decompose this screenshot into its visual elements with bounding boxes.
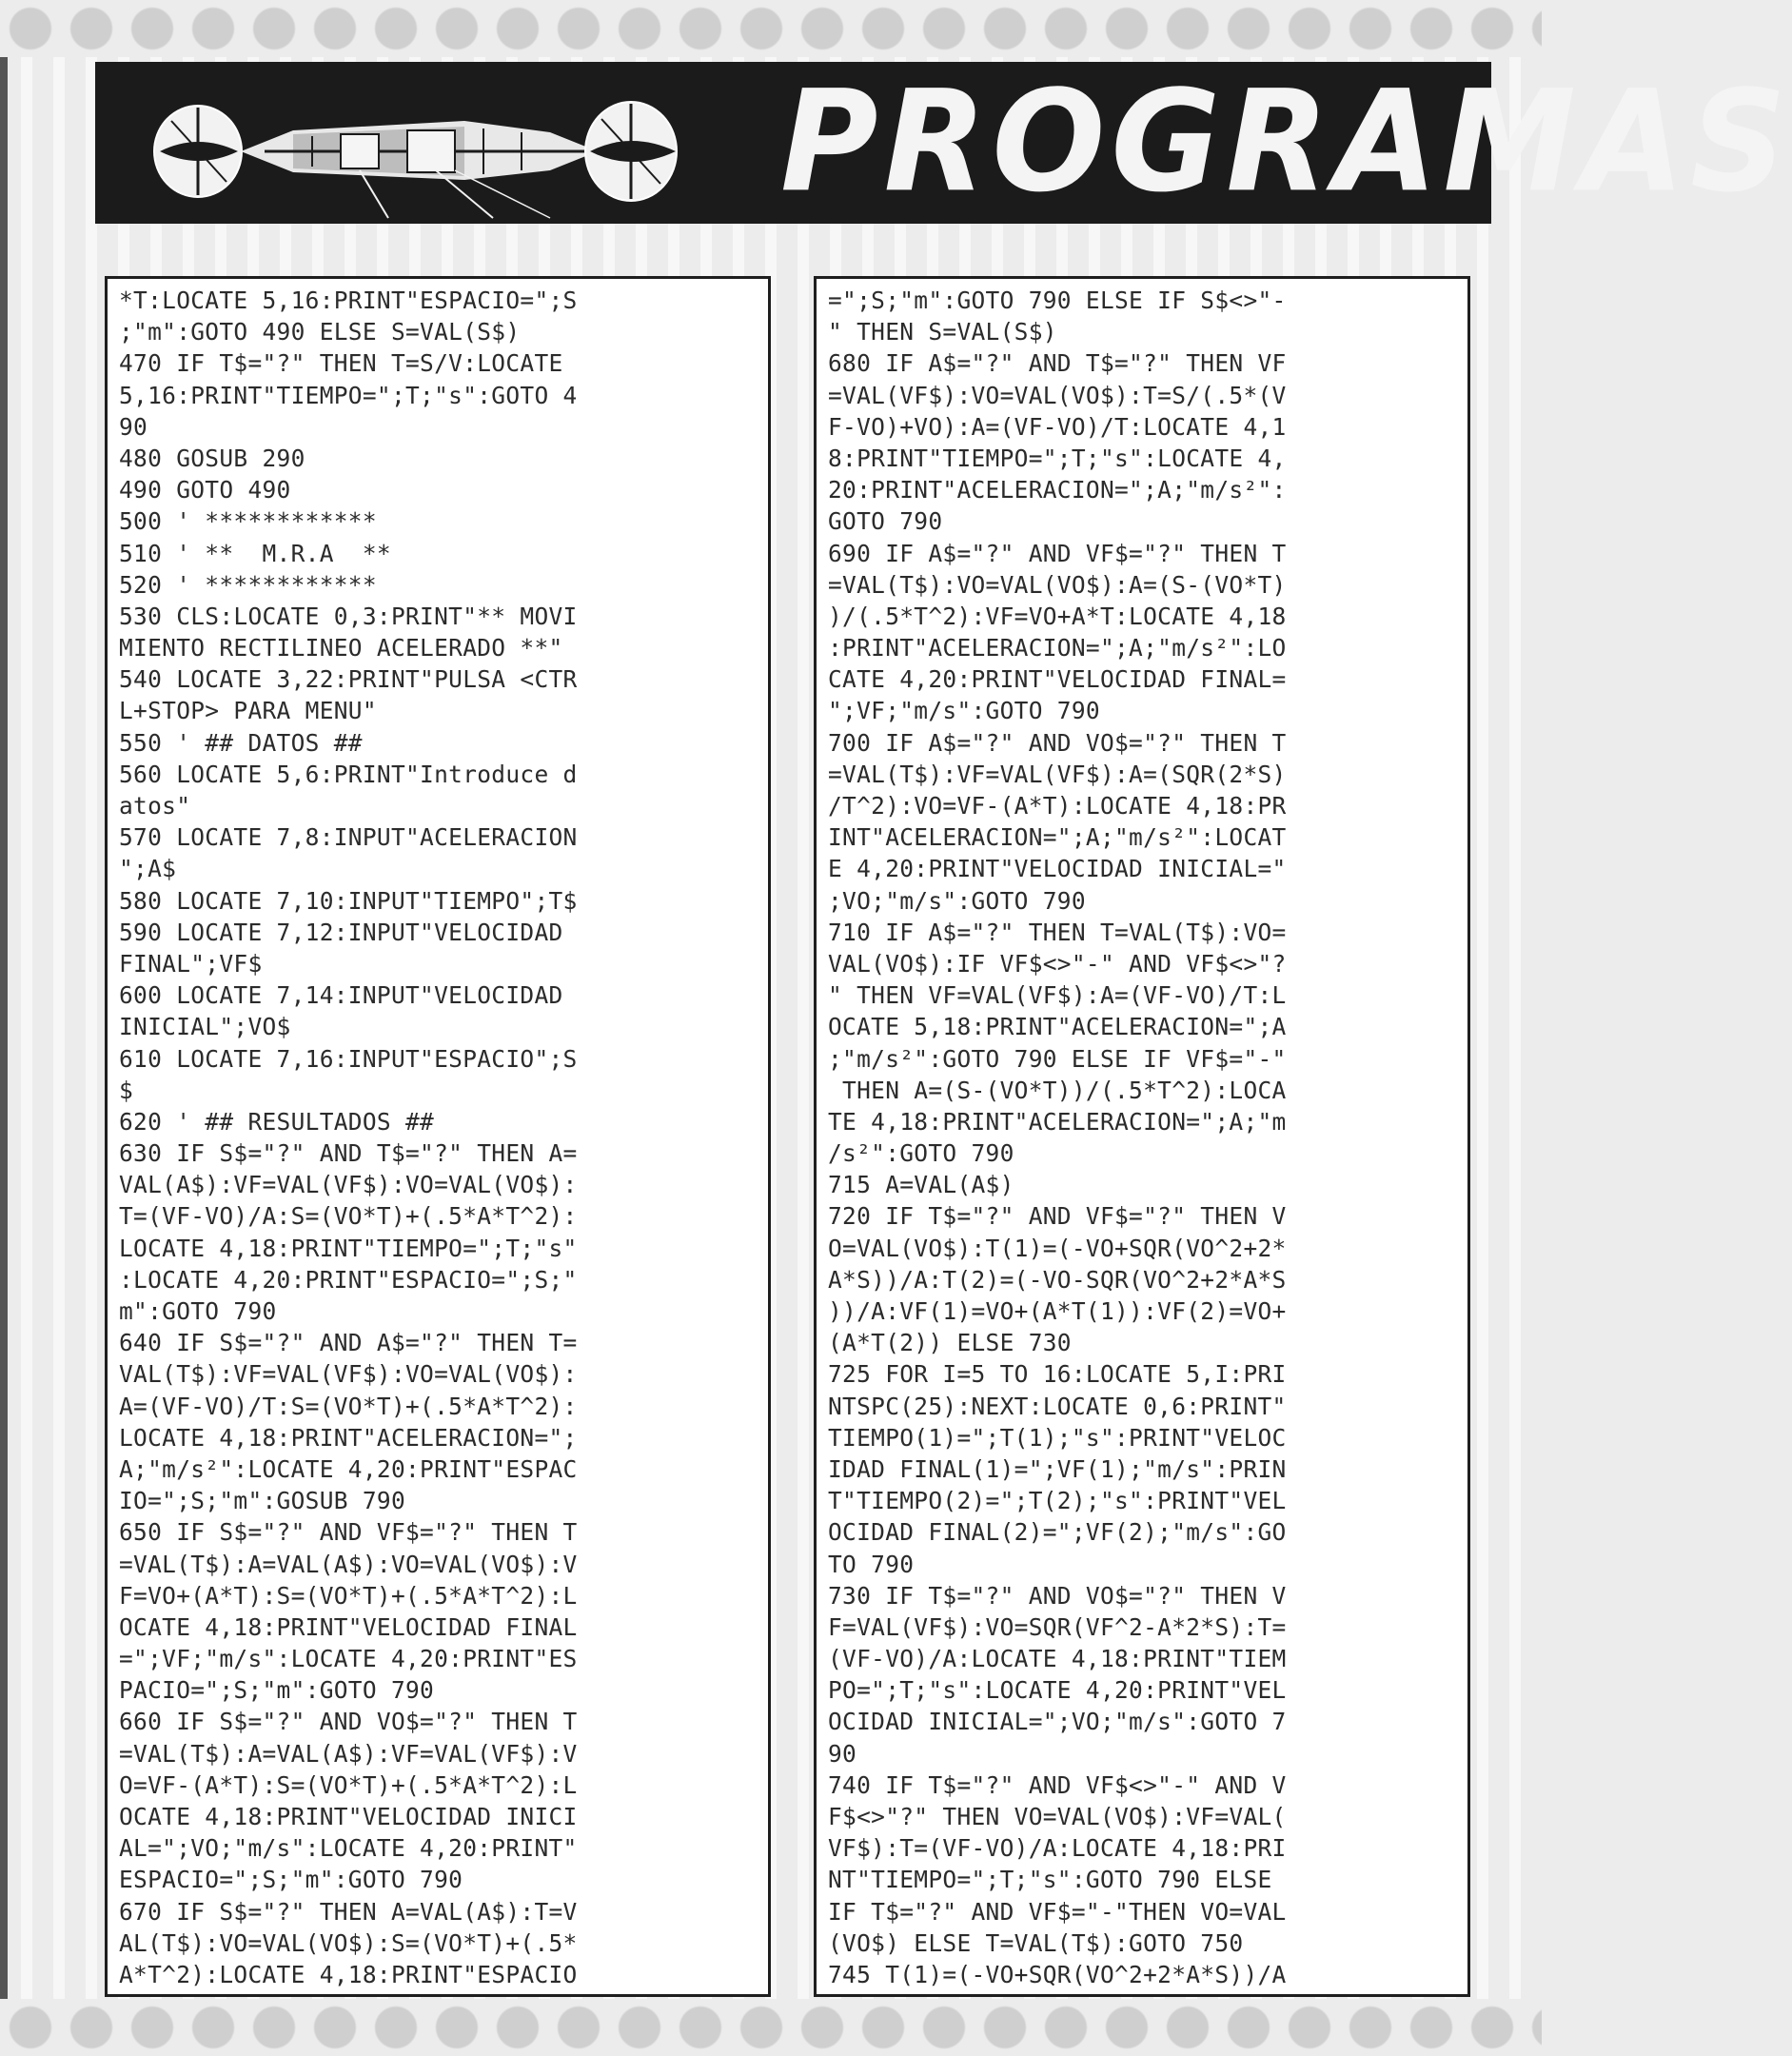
code-line: =VAL(T$):VF=VAL(VF$):A=(SQR(2*S): [828, 760, 1287, 788]
code-line: TE 4,18:PRINT"ACELERACION=";A;"m: [828, 1107, 1287, 1136]
code-line: IDAD FINAL(1)=";VF(1);"m/s":PRIN: [828, 1454, 1287, 1483]
code-line: F$<>"?" THEN VO=VAL(VO$):VF=VAL(: [828, 1803, 1287, 1830]
code-line: VAL(A$):VF=VAL(VF$):VO=VAL(VO$):: [119, 1171, 578, 1199]
code-line: 680 IF A$="?" AND T$="?" THEN VF: [828, 349, 1287, 378]
code-line: PO=";T;"s":LOCATE 4,20:PRINT"VEL: [828, 1676, 1287, 1705]
code-line: 510 ' ** M.R.A **: [119, 539, 391, 567]
page-edge: [0, 57, 8, 1999]
code-line: A*T^2):LOCATE 4,18:PRINT"ESPACIO: [119, 1960, 578, 1988]
code-line: $: [119, 1076, 134, 1104]
code-line: ))/A:VF(1)=VO+(A*T(1)):VF(2)=VO+: [828, 1297, 1287, 1325]
code-line: A;"m/s²":LOCATE 4,20:PRINT"ESPAC: [119, 1454, 578, 1483]
tractor-feed-holes-top: [0, 2, 1542, 55]
code-line: atos": [119, 792, 191, 820]
code-listing-right: [817, 279, 1467, 1990]
code-line: LOCATE 4,18:PRINT"TIEMPO=";T;"s": [119, 1234, 578, 1262]
code-line: ;"m/s²":GOTO 790 ELSE IF VF$="-": [828, 1044, 1287, 1073]
section-title: PROGRAMAS: [780, 60, 1792, 225]
code-line: O=VAL(VO$):T(1)=(-VO+SQR(VO^2+2*: [828, 1234, 1287, 1262]
code-line: 90: [828, 1739, 857, 1768]
code-line: 690 IF A$="?" AND VF$="?" THEN T: [828, 539, 1287, 567]
code-line: 520 ' ************: [119, 570, 377, 599]
code-line: IO=";S;"m":GOSUB 790: [119, 1487, 406, 1515]
code-line: 730 IF T$="?" AND VO$="?" THEN V: [828, 1581, 1287, 1610]
space-station-icon: [150, 75, 683, 218]
code-line: F=VO+(A*T):S=(VO*T)+(.5*A*T^2):L: [119, 1581, 578, 1610]
code-line: 590 LOCATE 7,12:INPUT"VELOCIDAD: [119, 918, 563, 946]
code-line: *T:LOCATE 5,16:PRINT"ESPACIO=";S: [119, 287, 578, 314]
code-line: L+STOP> PARA MENU": [119, 697, 377, 725]
code-line: O=VF-(A*T):S=(VO*T)+(.5*A*T^2):L: [119, 1770, 578, 1799]
code-line: F=VAL(VF$):VO=SQR(VF^2-A*2*S):T=: [828, 1612, 1287, 1641]
code-line: INT"ACELERACION=";A;"m/s²":LOCAT: [828, 823, 1287, 852]
code-line: /s²":GOTO 790: [828, 1139, 1014, 1168]
code-line: NTSPC(25):NEXT:LOCATE 0,6:PRINT": [828, 1392, 1287, 1420]
code-line: GOTO 790: [828, 507, 943, 536]
code-line: MIENTO RECTILINEO ACELERADO **": [119, 634, 563, 662]
code-line: 540 LOCATE 3,22:PRINT"PULSA <CTR: [119, 665, 578, 694]
code-line: 600 LOCATE 7,14:INPUT"VELOCIDAD: [119, 981, 563, 1010]
code-line: LOCATE 4,18:PRINT"ACELERACION=";: [119, 1423, 578, 1452]
code-line: 620 ' ## RESULTADOS ##: [119, 1107, 435, 1136]
code-line: CATE 4,20:PRINT"VELOCIDAD FINAL=: [828, 665, 1287, 694]
code-line: =";S;"m":GOTO 790 ELSE IF S$<>"-: [828, 287, 1287, 314]
code-line: =VAL(T$):A=VAL(A$):VF=VAL(VF$):V: [119, 1739, 578, 1768]
code-line: TO 790: [828, 1550, 915, 1578]
code-line: 740 IF T$="?" AND VF$<>"-" AND V: [828, 1770, 1287, 1799]
code-line: IF T$="?" AND VF$="-"THEN VO=VAL: [828, 1897, 1287, 1926]
code-listing-left: [108, 279, 768, 1990]
code-line: 8:PRINT"TIEMPO=";T;"s":LOCATE 4,: [828, 444, 1287, 472]
code-line: " THEN VF=VAL(VF$):A=(VF-VO)/T:L: [828, 981, 1287, 1010]
code-line: AL=";VO;"m/s":LOCATE 4,20:PRINT": [119, 1834, 578, 1863]
code-line: 490 GOTO 490: [119, 476, 291, 504]
code-line: T=(VF-VO)/A:S=(VO*T)+(.5*A*T^2):: [119, 1202, 578, 1231]
code-line: 710 IF A$="?" THEN T=VAL(T$):VO=: [828, 918, 1287, 946]
code-line: 725 FOR I=5 TO 16:LOCATE 5,I:PRI: [828, 1360, 1287, 1389]
code-line: =VAL(T$):A=VAL(A$):VO=VAL(VO$):V: [119, 1550, 578, 1578]
code-line: 715 A=VAL(A$): [828, 1171, 1014, 1199]
code-line: THEN A=(S-(VO*T))/(.5*T^2):LOCA: [828, 1076, 1287, 1104]
code-line: 700 IF A$="?" AND VO$="?" THEN T: [828, 728, 1287, 757]
code-line: ESPACIO=";S;"m":GOTO 790: [119, 1866, 463, 1894]
code-line: 570 LOCATE 7,8:INPUT"ACELERACION: [119, 823, 578, 852]
code-line: NT"TIEMPO=";T;"s":GOTO 790 ELSE: [828, 1866, 1272, 1894]
listing-column-left: [105, 276, 771, 1997]
header-banner: [95, 60, 1792, 225]
code-line: T"TIEMPO(2)=";T(2);"s":PRINT"VEL: [828, 1487, 1287, 1515]
code-line: OCATE 4,18:PRINT"VELOCIDAD INICI: [119, 1803, 578, 1830]
code-line: OCIDAD FINAL(2)=";VF(2);"m/s":GO: [828, 1518, 1287, 1547]
code-line: 720 IF T$="?" AND VF$="?" THEN V: [828, 1202, 1287, 1231]
code-line: F-VO)+VO):A=(VF-VO)/T:LOCATE 4,1: [828, 412, 1287, 441]
code-line: 90: [119, 412, 148, 441]
code-line: 650 IF S$="?" AND VF$="?" THEN T: [119, 1518, 578, 1547]
code-line: =";VF;"m/s":LOCATE 4,20:PRINT"ES: [119, 1645, 578, 1673]
code-line: 470 IF T$="?" THEN T=S/V:LOCATE: [119, 349, 563, 378]
code-line: PACIO=";S;"m":GOTO 790: [119, 1676, 435, 1705]
code-line: 530 CLS:LOCATE 0,3:PRINT"** MOVI: [119, 602, 578, 630]
code-line: =VAL(VF$):VO=VAL(VO$):T=S/(.5*(V: [828, 381, 1287, 409]
code-line: =VAL(T$):VO=VAL(VO$):A=(S-(VO*T): [828, 570, 1287, 599]
code-line: 480 GOSUB 290: [119, 444, 305, 472]
code-line: (VF-VO)/A:LOCATE 4,18:PRINT"TIEM: [828, 1645, 1287, 1673]
code-line: OCIDAD INICIAL=";VO;"m/s":GOTO 7: [828, 1708, 1287, 1736]
code-line: 560 LOCATE 5,6:PRINT"Introduce d: [119, 760, 578, 788]
listing-column-right: [814, 276, 1470, 1997]
code-line: 640 IF S$="?" AND A$="?" THEN T=: [119, 1329, 578, 1357]
code-line: 20:PRINT"ACELERACION=";A;"m/s²":: [828, 476, 1287, 504]
code-line: A=(VF-VO)/T:S=(VO*T)+(.5*A*T^2):: [119, 1392, 578, 1420]
code-line: AL(T$):VO=VAL(VO$):S=(VO*T)+(.5*: [119, 1928, 578, 1957]
code-line: 745 T(1)=(-VO+SQR(VO^2+2*A*S))/A: [828, 1960, 1287, 1988]
tractor-feed-holes-bottom: [0, 2001, 1542, 2054]
code-line: (VO$) ELSE T=VAL(T$):GOTO 750: [828, 1928, 1244, 1957]
code-line: VAL(VO$):IF VF$<>"-" AND VF$<>"?: [828, 949, 1287, 978]
code-line: VAL(T$):VF=VAL(VF$):VO=VAL(VO$):: [119, 1360, 578, 1389]
code-line: INICIAL";VO$: [119, 1013, 291, 1041]
code-line: ";A$: [119, 855, 177, 883]
code-line: OCATE 5,18:PRINT"ACELERACION=";A: [828, 1013, 1287, 1041]
code-line: 500 ' ************: [119, 507, 377, 536]
code-line: TIEMPO(1)=";T(1);"s":PRINT"VELOC: [828, 1423, 1287, 1452]
code-line: " THEN S=VAL(S$): [828, 318, 1057, 346]
code-line: 670 IF S$="?" THEN A=VAL(A$):T=V: [119, 1897, 578, 1926]
code-line: :PRINT"ACELERACION=";A;"m/s²":LO: [828, 634, 1287, 662]
code-line: (A*T(2)) ELSE 730: [828, 1329, 1072, 1357]
code-line: E 4,20:PRINT"VELOCIDAD INICIAL=": [828, 855, 1287, 883]
code-line: ;VO;"m/s":GOTO 790: [828, 886, 1086, 915]
code-line: 580 LOCATE 7,10:INPUT"TIEMPO";T$: [119, 886, 578, 915]
code-line: 610 LOCATE 7,16:INPUT"ESPACIO";S: [119, 1044, 578, 1073]
code-line: OCATE 4,18:PRINT"VELOCIDAD FINAL: [119, 1612, 578, 1641]
code-line: 630 IF S$="?" AND T$="?" THEN A=: [119, 1139, 578, 1168]
code-line: 550 ' ## DATOS ##: [119, 728, 363, 757]
code-line: ";VF;"m/s":GOTO 790: [828, 697, 1100, 725]
code-line: A*S))/A:T(2)=(-VO-SQR(VO^2+2*A*S: [828, 1265, 1287, 1294]
code-line: )/(.5*T^2):VF=VO+A*T:LOCATE 4,18: [828, 602, 1287, 630]
code-line: :LOCATE 4,20:PRINT"ESPACIO=";S;": [119, 1265, 578, 1294]
code-line: m":GOTO 790: [119, 1297, 277, 1325]
code-line: 5,16:PRINT"TIEMPO=";T;"s":GOTO 4: [119, 381, 578, 409]
code-line: /T^2):VO=VF-(A*T):LOCATE 4,18:PR: [828, 792, 1287, 820]
code-line: FINAL";VF$: [119, 949, 263, 978]
code-line: 660 IF S$="?" AND VO$="?" THEN T: [119, 1708, 578, 1736]
code-line: ;"m":GOTO 490 ELSE S=VAL(S$): [119, 318, 521, 346]
code-line: VF$):T=(VF-VO)/A:LOCATE 4,18:PRI: [828, 1834, 1287, 1863]
